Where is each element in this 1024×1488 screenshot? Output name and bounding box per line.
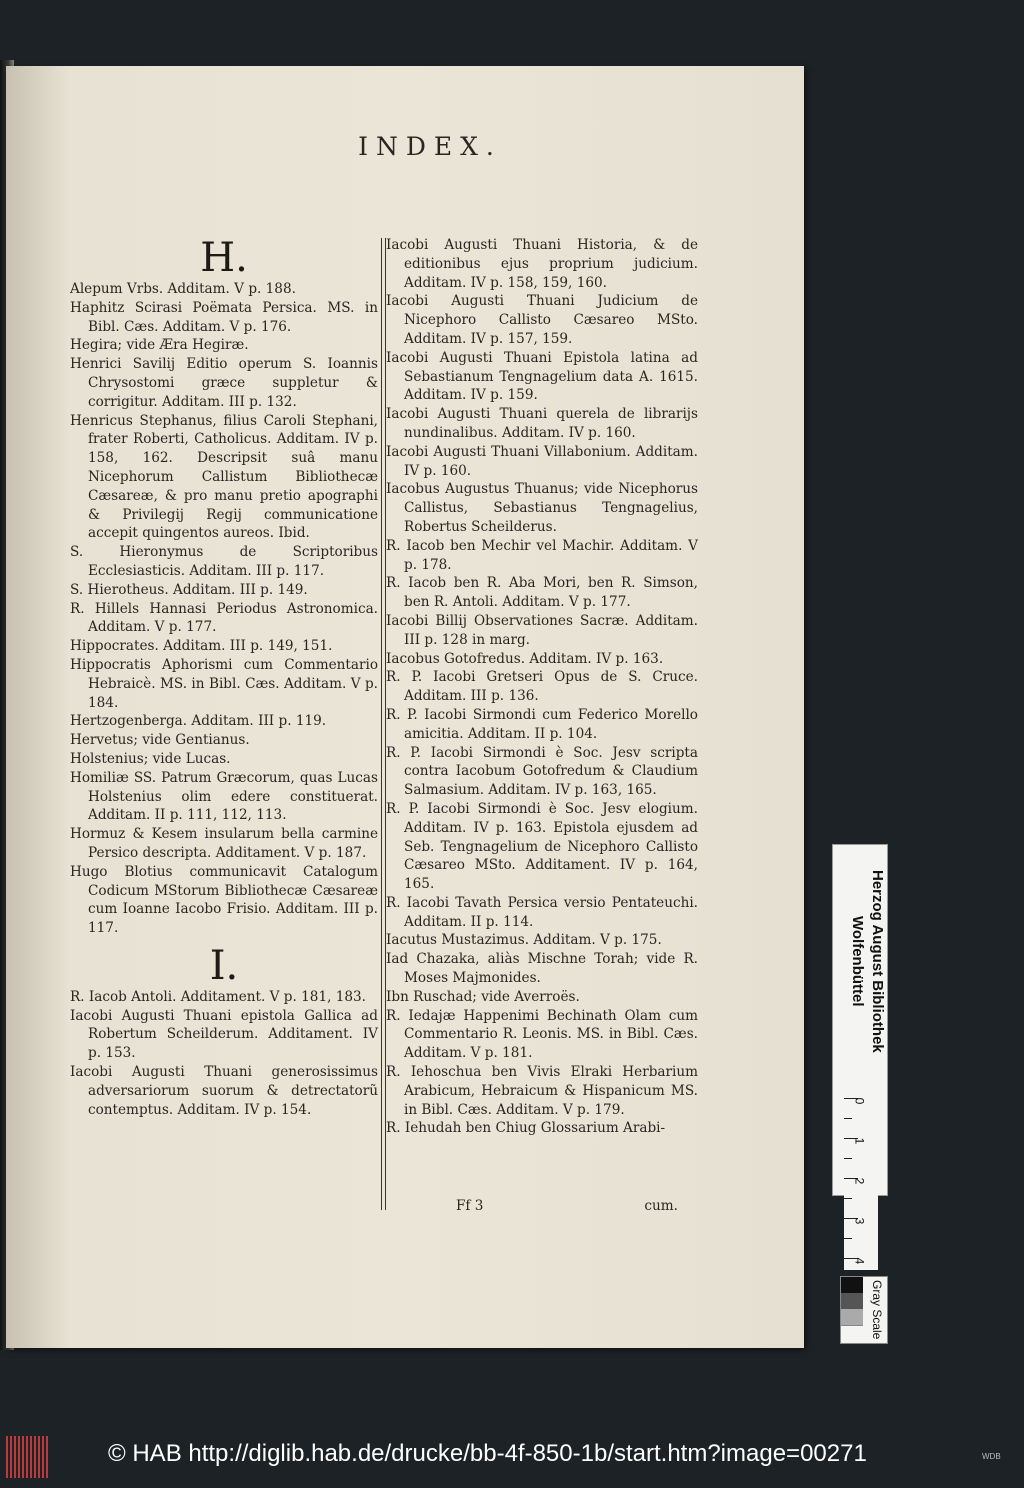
index-entry: Haphitz Scirasi Poëmata Persica. MS. in Bibl. Cæs. Additam. V p. 176. xyxy=(70,299,378,335)
index-entry: R. P. Iacobi Sirmondi è Soc. Jesv elogium. Additam. IV p. 163. Epistola ejusdem ad Seb. Tengnagelium de Nicephoro Callisto Cæsareo MSto. Additament. IV p. 164, 165. xyxy=(386,800,698,893)
index-entry: Iad Chazaka, aliàs Mischne Torah; vide R. Moses Majmonides. xyxy=(386,951,698,987)
signature-mark: Ff 3 xyxy=(456,1198,484,1214)
ruler-number: 4 xyxy=(852,1257,867,1265)
index-entry: Hippocratis Aphorismi cum Commentario Hebraicè. MS. in Bibl. Cæs. Additam. V p. 184. xyxy=(70,656,378,711)
index-entry: R. P. Iacobi Sirmondi cum Federico Morello amicitia. Additam. II p. 104. xyxy=(386,706,698,742)
index-entry: Hormuz & Kesem insularum bella carmine Persico descripta. Additament. V p. 187. xyxy=(70,826,378,861)
index-entry: Hegira; vide Æra Hegiræ. xyxy=(70,337,249,354)
index-entry: R. Iehudah ben Chiug Glossarium Arabi- xyxy=(386,1120,666,1137)
index-entry: Alepum Vrbs. Additam. V p. 188. xyxy=(70,281,296,297)
right-column xyxy=(386,236,698,1138)
ruler-tick xyxy=(844,1238,852,1239)
gray-swatch xyxy=(841,1293,863,1309)
page-title: INDEX. xyxy=(358,132,502,161)
gray-swatch xyxy=(841,1309,863,1325)
index-entry: R. Hillels Hannasi Periodus Astronomica. Additam. V p. 177. xyxy=(70,600,378,636)
copyright-credit: © HAB http://diglib.hab.de/drucke/bb-4f-850-1b/start.htm?image=00271 xyxy=(108,1440,867,1467)
index-entry: Homiliæ SS. Patrum Græcorum, quas Lucas Holstenius olim edere constituerat. Additam. II p. 111, 112, 113. xyxy=(70,769,378,824)
index-entry: Iacobi Augusti Thuani Historia, & de editionibus ejus proprium judicium. Additam. IV p. 158, 159, 160. xyxy=(386,237,698,291)
index-entry: Iacobus Gotofredus. Additam. IV p. 163. xyxy=(386,650,664,667)
index-entry: R. Iacob Antoli. Additament. V p. 181, 183. xyxy=(70,988,366,1005)
section-letter-i: I. xyxy=(209,942,239,989)
index-entry: R. Iacob ben R. Aba Mori, ben R. Simson, ben R. Antoli. Additam. V p. 177. xyxy=(386,575,698,611)
gray-scale-label: Gray Scale xyxy=(870,1280,884,1340)
index-entry: Iacobus Augustus Thuanus; vide Nicephorus Callistus, Sebastianus Tengnagelius, Robertus Scheilderus. xyxy=(386,481,698,535)
index-entry: R. P. Iacobi Gretseri Opus de S. Cruce. Additam. III p. 136. xyxy=(386,669,698,705)
index-entry: Iacobi Augusti Thuani Judicium de Nicephoro Callisto Cæsareo MSto. Additam. IV p. 157, 159. xyxy=(386,293,698,347)
ruler-number: 0 xyxy=(852,1097,867,1105)
ruler-tick xyxy=(844,1118,852,1119)
index-entry: Henrici Savilij Editio operum S. Ioannis Chrysostomi græce suppletur & corrigitur. Additam. III p. 132. xyxy=(70,356,378,410)
index-entry: Iacobi Billij Observationes Sacræ. Additam. III p. 128 in marg. xyxy=(386,612,698,648)
hab-logo-icon xyxy=(6,1436,48,1478)
index-entry: R. Iacobi Tavath Persica versio Pentateuchi. Additam. II p. 114. xyxy=(386,894,698,930)
ruler-number: 2 xyxy=(852,1177,867,1185)
index-entry: Hervetus; vide Gentianus. xyxy=(70,732,250,749)
index-entry: Holstenius; vide Lucas. xyxy=(70,750,231,767)
gray-swatch xyxy=(841,1277,863,1293)
index-entry: R. Iedajæ Happenimi Bechinath Olam cum Commentario R. Leonis. MS. in Bibl. Cæs. Additam. V p. 181. xyxy=(386,1007,698,1062)
index-entry: Iacobi Augusti Thuani generosissimus adversariorum suorum & detrectatorũ contemptus. Additam. IV p. 154. xyxy=(70,1064,378,1118)
index-entry: R. P. Iacobi Sirmondi è Soc. Jesv scripta contra Iacobum Gotofredum & Claudium Salmasium. Additam. IV p. 163, 165. xyxy=(386,744,698,799)
library-name-line2: Wolfenbüttel xyxy=(849,915,866,1007)
library-name xyxy=(833,851,887,1071)
index-entry: R. Iacob ben Mechir vel Machir. Additam. V p. 178. xyxy=(386,537,698,573)
index-entry: R. Iehoschua ben Vivis Elraki Herbarium Arabicum, Hebraicum & Hispanicum MS. in Bibl. Cæs. Additam. V p. 179. xyxy=(386,1064,698,1118)
ruler-tick xyxy=(844,1198,852,1199)
library-name-line1: Herzog August Bibliothek xyxy=(869,869,886,1053)
index-entry: Hertzogenberga. Additam. III p. 119. xyxy=(70,713,327,730)
catchword: cum. xyxy=(644,1198,678,1214)
section-letter-h: H. xyxy=(200,235,248,281)
index-entry: Hugo Blotius communicavit Catalogum Codicum MStorum Bibliothecæ Cæsareæ cum Ioanne Iacobo Frisio. Additam. III p. 117. xyxy=(70,863,378,937)
index-entry: Iacobi Augusti Thuani Villabonium. Additam. IV p. 160. xyxy=(386,443,698,479)
measurement-ruler xyxy=(844,1094,878,1270)
index-entry: Ibn Ruschad; vide Averroës. xyxy=(386,988,580,1005)
index-entry: Iacobi Augusti Thuani querela de librarijs nundinalibus. Additam. IV p. 160. xyxy=(386,406,698,441)
index-entry: S. Hierotheus. Additam. III p. 149. xyxy=(70,581,308,598)
ruler-number: 3 xyxy=(852,1217,867,1225)
index-entry: Iacobi Augusti Thuani Epistola latina ad Sebastianum Tengnagelium data A. 1615. Additam. IV p. 159. xyxy=(386,349,698,404)
ruler-tick xyxy=(844,1158,852,1159)
left-column xyxy=(70,236,378,1119)
index-entry: Iacobi Augusti Thuani epistola Gallica ad Robertum Scheilderum. Additament. IV p. 153. xyxy=(70,1007,378,1062)
wdb-mark: WDB xyxy=(982,1452,1001,1461)
index-entry: Henricus Stephanus, filius Caroli Stephani, frater Roberti, Catholicus. Additam. IV p. 158, 162. Descripsit suâ manu Nicephorum Callistum Bibliothecæ Cæsareæ, & pro manu pretio apographi & Privilegij Regij communicatione accepit quingentos aureos. Ibid. xyxy=(70,412,378,542)
gray-swatch xyxy=(841,1325,863,1342)
ruler-number: 1 xyxy=(852,1137,867,1145)
index-entry: S. Hieronymus de Scriptoribus Ecclesiasticis. Additam. III p. 117. xyxy=(70,544,378,579)
index-entry: Hippocrates. Additam. III p. 149, 151. xyxy=(70,638,333,655)
index-entry: Iacutus Mustazimus. Additam. V p. 175. xyxy=(386,932,662,949)
